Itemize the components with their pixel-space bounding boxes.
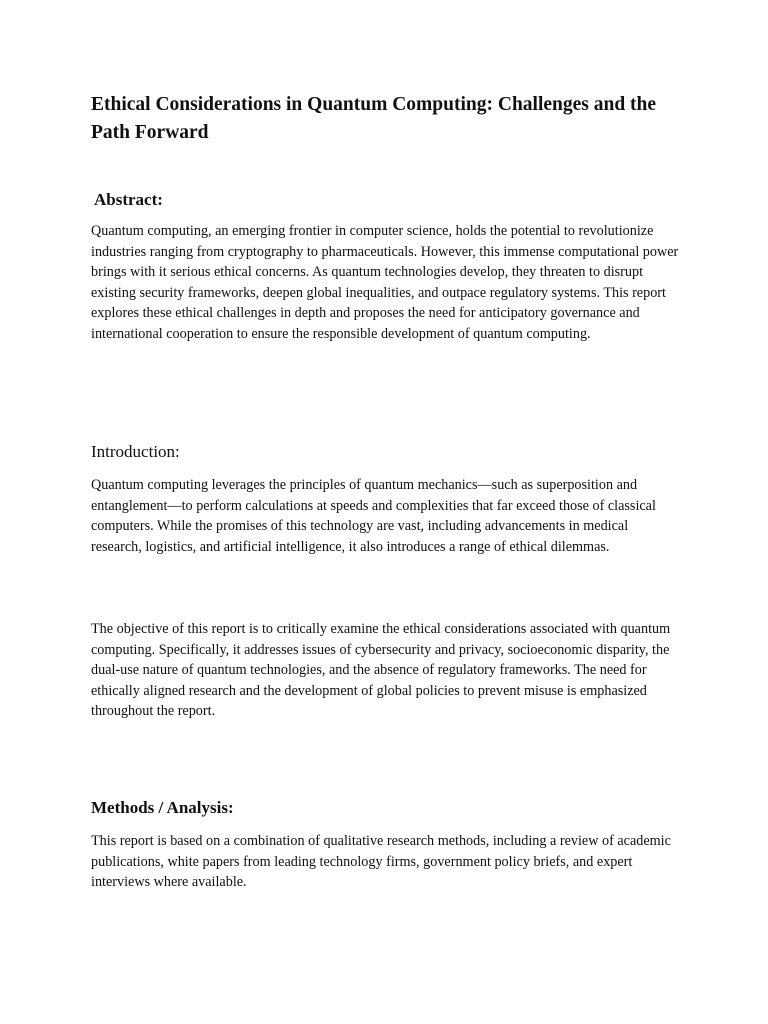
introduction-paragraph-2: The objective of this report is to critically examine the ethical considerations associated with quantum computing. Specifically, it addresses issues of cybersecurity and privacy, socioeconomic disparity, the dual-use nature of quantum technologies, and the absence of regulatory frameworks. The need for ethically aligned research and the development of global policies to prevent misuse is emphasized throughout the report. <box>91 621 671 720</box>
methods-paragraph: This report is based on a combination of qualitative research methods, including a review of academic publications, white papers from leading technology firms, government policy briefs, and expert interviews where available. <box>91 833 671 891</box>
introduction-paragraph-1: Quantum computing leverages the principles of quantum mechanics—such as superposition and entanglement—to perform calculations at speeds and complexities that far exceed those of classical computers. While the promises of this technology are vast, including advancements in medical research, logistics, and artificial intelligence, it also introduces a range of ethical dilemmas. <box>91 477 656 555</box>
abstract-heading: Abstract: <box>94 190 163 209</box>
introduction-heading: Introduction: <box>91 442 180 461</box>
document-title: Ethical Considerations in Quantum Computing: Challenges and the Path Forward <box>91 94 657 143</box>
methods-heading: Methods / Analysis: <box>91 798 234 817</box>
abstract-paragraph: Quantum computing, an emerging frontier in computer science, holds the potential to revolutionize industries ranging from cryptography to pharmaceuticals. However, this immense computational power brings with it serious ethical concerns. As quantum technologies develop, they threaten to disrupt existing security frameworks, deepen global inequalities, and outpace regulatory systems. This report explores these ethical challenges in depth and proposes the need for anticipatory governance and international cooperation to ensure the responsible development of quantum computing. <box>91 223 679 342</box>
